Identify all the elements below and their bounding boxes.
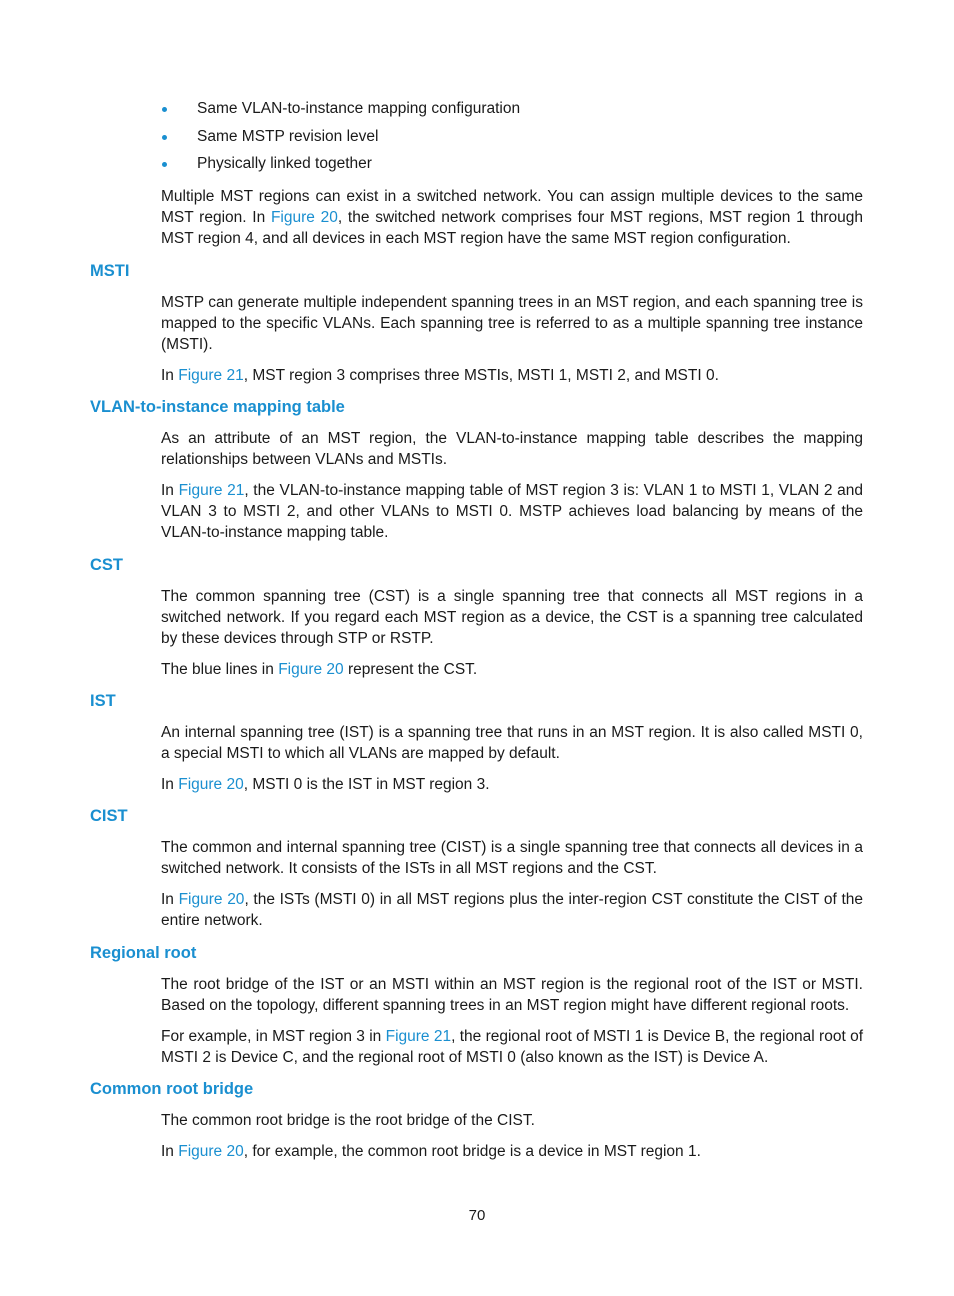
section-heading-cst: CST xyxy=(90,556,123,574)
cist-figure-paragraph: In Figure 20, the ISTs (MSTI 0) in all MST regions plus the inter-region CST constitute the CIST of the entire network. xyxy=(161,891,864,929)
vlanmap-figure-paragraph: In Figure 21, the VLAN-to-instance mapping table of MST region 3 is: VLAN 1 to MSTI 1, VLAN 2 and VLAN 3 to MSTI 2, and other VLANs to MSTI 0. MSTP achieves load balancing by means of the VLAN-to-instance mapping table. xyxy=(161,482,864,541)
figure-link[interactable]: Figure 20 xyxy=(278,661,344,678)
bullet-icon xyxy=(162,162,167,167)
vlanmap-paragraph: As an attribute of an MST region, the VLAN-to-instance mapping table describes the mapping relationships between VLANs and MSTIs. xyxy=(161,430,863,468)
msti-figure-paragraph: In Figure 21, MST region 3 comprises three MSTIs, MSTI 1, MSTI 2, and MSTI 0. xyxy=(161,367,719,384)
section-heading-ist: IST xyxy=(90,692,116,710)
regional-figure-paragraph: For example, in MST region 3 in Figure 21, the regional root of MSTI 1 is Device B, the regional root of MSTI 2 is Device C, and the regional root of MSTI 0 (also known as the IST) is Device A. xyxy=(161,1028,864,1066)
cst-paragraph: The common spanning tree (CST) is a single spanning tree that connects all MST regions in a switched network. If you regard each MST region as a device, the CST is a spanning tree calculated by these devices through STP or RSTP. xyxy=(161,588,863,647)
bullet-icon xyxy=(162,107,167,112)
figure-link[interactable]: Figure 20 xyxy=(178,776,244,793)
common-paragraph: The common root bridge is the root bridge of the CIST. xyxy=(161,1112,535,1129)
requirements-list xyxy=(161,98,863,181)
cst-figure-paragraph: The blue lines in Figure 20 represent the CST. xyxy=(161,661,478,678)
section-heading-cist: CIST xyxy=(90,807,128,825)
list-item: Same VLAN-to-instance mapping configuration xyxy=(161,98,863,126)
list-item: Same MSTP revision level xyxy=(161,126,863,154)
figure-link[interactable]: Figure 21 xyxy=(178,482,245,499)
section-heading-vlan-mapping: VLAN-to-instance mapping table xyxy=(90,398,345,416)
intro-paragraph: Multiple MST regions can exist in a switched network. You can assign multiple devices to the same MST region. In Figure 20, the switched network comprises four MST regions, MST region 1 through MST region 4, and all devices in each MST region have the same MST region configuration. xyxy=(161,188,864,247)
section-heading-regional-root: Regional root xyxy=(90,944,197,962)
list-item: Physically linked together xyxy=(161,153,863,181)
regional-paragraph: The root bridge of the IST or an MSTI within an MST region is the regional root of the IST or MSTI. Based on the topology, different spanning trees in an MST region might have different regional roots. xyxy=(161,976,863,1014)
figure-link[interactable]: Figure 20 xyxy=(178,1143,244,1160)
common-figure-paragraph: In Figure 20, for example, the common root bridge is a device in MST region 1. xyxy=(161,1143,701,1160)
cist-paragraph: The common and internal spanning tree (CIST) is a single spanning tree that connects all devices in a switched network. It consists of the ISTs in all MST regions and the CST. xyxy=(161,839,863,877)
section-heading-msti: MSTI xyxy=(90,262,130,280)
figure-link[interactable]: Figure 21 xyxy=(178,367,244,384)
ist-figure-paragraph: In Figure 20, MSTI 0 is the IST in MST region 3. xyxy=(161,776,490,793)
ist-paragraph: An internal spanning tree (IST) is a spanning tree that runs in an MST region. It is also called MSTI 0, a special MSTI to which all VLANs are mapped by default. xyxy=(161,724,863,762)
page-number: 70 xyxy=(468,1207,486,1224)
figure-link[interactable]: Figure 21 xyxy=(385,1028,452,1045)
figure-link[interactable]: Figure 20 xyxy=(178,891,245,908)
figure-link[interactable]: Figure 20 xyxy=(270,209,338,226)
section-heading-common-root: Common root bridge xyxy=(90,1080,254,1098)
bullet-icon xyxy=(162,135,167,140)
msti-paragraph: MSTP can generate multiple independent spanning trees in an MST region, and each spanning tree is mapped to the specific VLANs. Each spanning tree is referred to as a multiple spanning tree instance (MSTI). xyxy=(161,294,863,353)
